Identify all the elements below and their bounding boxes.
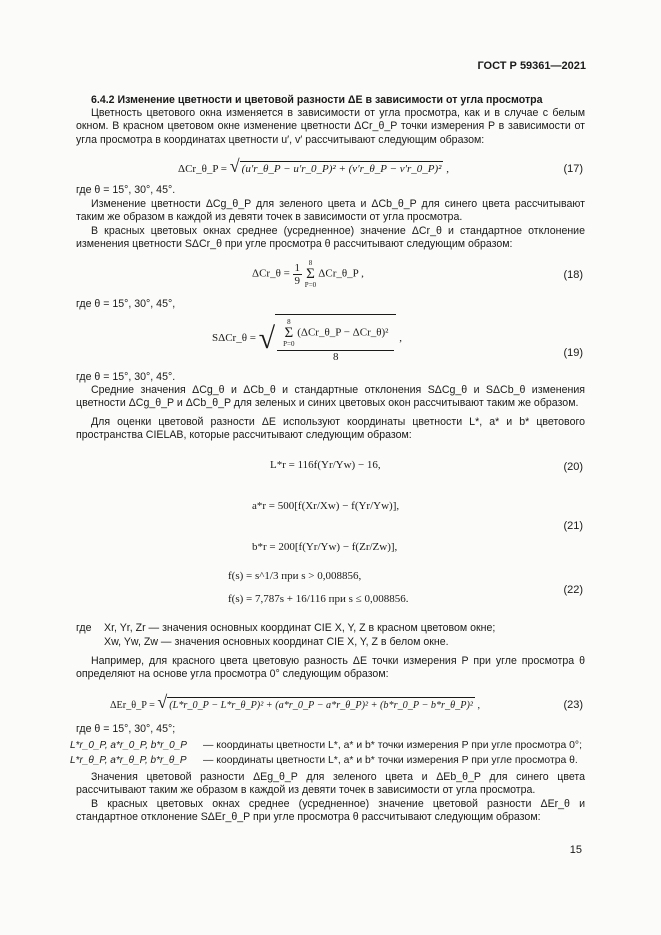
where-theta-3: где θ = 15°, 30°, 45°. bbox=[76, 371, 176, 383]
eq17-tail: , bbox=[446, 163, 449, 175]
equation-number-22: (22) bbox=[563, 584, 583, 596]
eq18-sum: 8 Σ P=0 bbox=[304, 259, 317, 289]
sqrt-sign: √ bbox=[229, 156, 240, 176]
eq18-coefficient: $\frac{1}{9}$ bbox=[294, 261, 301, 287]
section-title: 6.4.2 Изменение цветности и цветовой разности ΔE в зависимости от угла просмотра bbox=[91, 94, 543, 106]
definition-2-text: — координаты цветности L*, a* и b* точки измерения P при угле просмотра θ. bbox=[203, 755, 578, 766]
where-theta-4: где θ = 15°, 30°, 45°; bbox=[76, 723, 176, 735]
paragraph-4: Средние значения ΔCg_θ и ΔCb_θ и стандартные отклонения SΔCg_θ и SΔCb_θ изменения цветности ΔCg_θ_P и ΔCb_θ_P для зеленых и синих цветовых окон рассчитывают таким же образом. bbox=[76, 384, 585, 410]
equation-20: L*r = 116f(Yr/Yw) − 16, bbox=[270, 459, 381, 471]
equation-number-19: (19) bbox=[563, 347, 583, 359]
sqrt-sign: √ bbox=[157, 692, 168, 712]
eq23-tail: , bbox=[477, 700, 480, 711]
where-xyz-red: Xr, Yr, Zr — значения основных координат CIE X, Y, Z в красном цветовом окне; bbox=[104, 622, 496, 634]
definition-2-symbols: L*r_θ_P, a*r_θ_P, b*r_θ_P bbox=[70, 755, 187, 766]
sqrt-sign: √ bbox=[258, 321, 276, 355]
eq23-radicand: (L*r_0_P − L*r_θ_P)² + (a*r_0_P − a*r_θ_P)² + (b*r_0_P − b*r_θ_P)² bbox=[167, 697, 475, 712]
equation-number-20: (20) bbox=[563, 461, 583, 473]
eq19-lhs: SΔCr_θ = bbox=[212, 332, 256, 345]
eq17-radicand: (u′r_θ_P − u′r_0_P)² + (v′r_θ_P − v′r_0_P)² bbox=[241, 163, 442, 175]
equation-17 bbox=[178, 156, 449, 176]
equation-18 bbox=[252, 259, 364, 289]
where-xyz-white: Xw, Yw, Zw — значения основных координат CIE X, Y, Z в белом окне. bbox=[104, 636, 449, 648]
equation-number-23: (23) bbox=[563, 699, 583, 711]
equation-21a: a*r = 500[f(Xr/Xw) − f(Yr/Yw)], bbox=[252, 500, 400, 512]
eq19-radicand: 8 Σ P=0 (ΔCr_θ_P − ΔCr_θ)² 8 bbox=[275, 314, 396, 363]
paragraph-6: Например, для красного цвета цветовую разность ΔE точки измерения P при угле просмотра θ определяют на основе угла просмотра 0° следующим образом: bbox=[76, 655, 585, 681]
eq18-tail: , bbox=[361, 267, 364, 280]
eq18-body: ΔCr_θ_P bbox=[318, 267, 359, 280]
paragraph-2: Изменение цветности ΔCg_θ_P для зеленого цвета и ΔCb_θ_P для синего цвета рассчитывают таким же образом в каждой из девяти точек в зависимости от угла просмотра. bbox=[76, 198, 585, 224]
eq17-lhs: ΔCr_θ_P = bbox=[178, 163, 228, 175]
equation-23 bbox=[110, 692, 480, 712]
paragraph-8: В красных цветовых окнах среднее (усредненное) значение цветовой разности ΔEr_θ и стандартное отклонение SΔEr_θ_P при угле просмотра θ рассчитывают следующим образом: bbox=[76, 798, 585, 824]
paragraph-5: Для оценки цветовой разности ΔE используют координаты цветности L*, a* и b* цветового пространства CIELAB, которые рассчитывают следующим образом: bbox=[76, 416, 585, 442]
eq23-lhs: ΔEr_θ_P = bbox=[110, 700, 155, 711]
equation-21b: b*r = 200[f(Yr/Yw) − f(Zr/Zw)], bbox=[252, 541, 398, 553]
eq19-body: (ΔCr_θ_P − ΔCr_θ)² bbox=[297, 326, 389, 339]
document-header: ГОСТ Р 59361—2021 bbox=[477, 60, 586, 72]
definition-1-text: — координаты цветности L*, a* и b* точки измерения P при угле просмотра 0°; bbox=[203, 740, 582, 751]
eq19-denominator: 8 bbox=[333, 351, 339, 363]
equation-number-17: (17) bbox=[563, 163, 583, 175]
equation-number-18: (18) bbox=[563, 269, 583, 281]
eq18-lhs: ΔCr_θ = bbox=[252, 267, 290, 280]
where-label: где bbox=[76, 622, 92, 634]
equation-19 bbox=[212, 314, 402, 363]
paragraph-1: Цветность цветового окна изменяется в зависимости от угла просмотра, как и в случае с белым окном. В красном цветовом окне изменение цветности ΔCr_θ_P точки измерения P в зависимости от угла просмотра в координатах цветности u′, v′ рассчитывают следующим образом: bbox=[76, 107, 585, 146]
where-theta-1: где θ = 15°, 30°, 45°. bbox=[76, 184, 176, 196]
equation-22b: f(s) = 7,787s + 16/116 при s ≤ 0,008856. bbox=[228, 593, 409, 605]
equation-number-21: (21) bbox=[563, 520, 583, 532]
where-theta-2: где θ = 15°, 30°, 45°, bbox=[76, 298, 176, 310]
paragraph-3: В красных цветовых окнах среднее (усредненное) значение ΔCr_θ и стандартное отклонение изменения цветности SΔCr_θ при угле просмотра θ рассчитывают следующим образом: bbox=[76, 225, 585, 251]
equation-22a: f(s) = s^1/3 при s > 0,008856, bbox=[228, 570, 362, 582]
page-number: 15 bbox=[569, 843, 582, 856]
eq19-tail: , bbox=[399, 332, 402, 345]
definition-1-symbols: L*r_0_P, a*r_0_P, b*r_0_P bbox=[70, 740, 187, 751]
paragraph-7: Значения цветовой разности ΔEg_θ_P для зеленого цвета и ΔEb_θ_P для синего цвета рассчитывают таким же образом в каждой из девяти точек в зависимости от угла просмотра. bbox=[76, 771, 585, 797]
